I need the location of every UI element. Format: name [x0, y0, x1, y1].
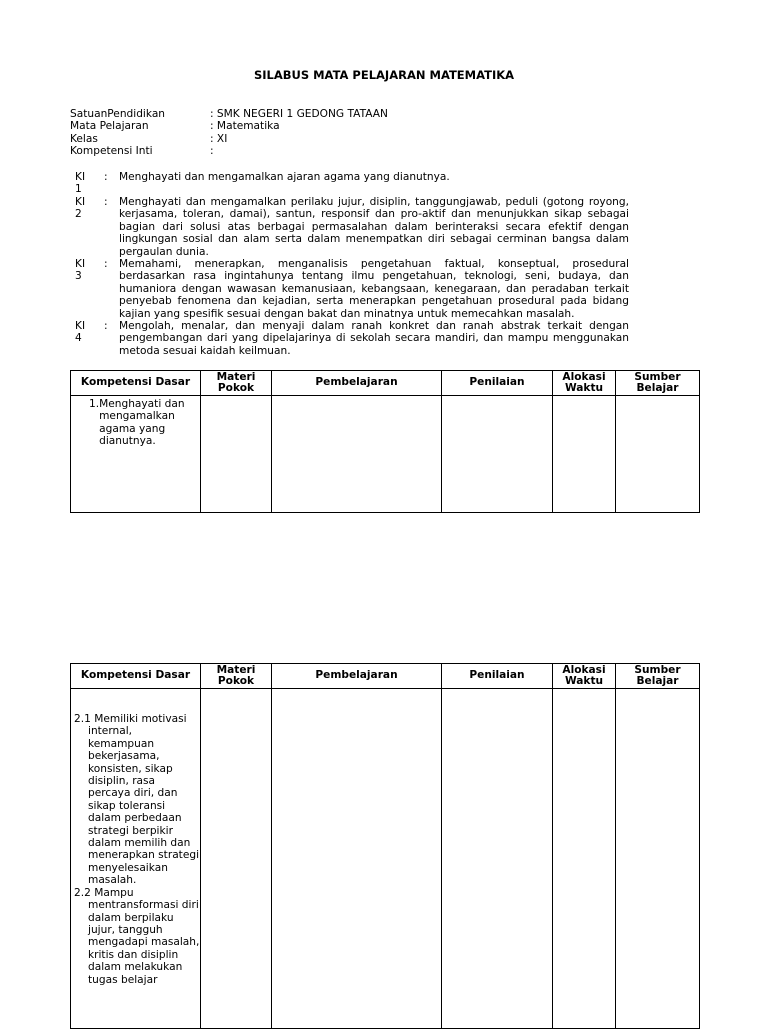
ki-code: KI 4: [75, 320, 86, 345]
kd-number: 1.: [89, 398, 100, 410]
header-kompetensi-dasar: Kompetensi Dasar: [71, 371, 201, 396]
ki-code: KI 2: [75, 196, 86, 221]
ki-text: Menghayati dan mengamalkan perilaku jujur, disiplin, tanggungjawab, peduli (gotong royong, kerjasama, toleran, damai), santun, responsif dan pro-aktif dan menunjukkan sikap sebagai bagian dari solusi atas berbagai permasalahan dalam berinteraksi secara efektif dengan lingkungan sosial dan alam serta dalam menempatkan diri sebagai cerminan bangsa dalam pergaulan dunia.: [119, 196, 629, 258]
table-row: [71, 689, 700, 1029]
cell-penilaian: [442, 396, 553, 513]
meta-value: : Matematika: [210, 120, 280, 133]
ki-text: Mengolah, menalar, dan menyaji dalam ranah konkret dan ranah abstrak terkait dengan pengembangan dari yang dipelajarinya di sekolah secara mandiri, dan mampu menggunakan metoda sesuai kaidah keilmuan.: [119, 320, 629, 357]
meta-value: : XI: [210, 132, 228, 145]
ki-colon: :: [104, 196, 108, 208]
cell-kompetensi-dasar: [71, 689, 201, 1029]
identity-block: [70, 108, 388, 158]
header-penilaian: Penilaian: [442, 664, 553, 689]
header-kompetensi-dasar: Kompetensi Dasar: [71, 664, 201, 689]
cell-alokasi-waktu: [553, 689, 616, 1029]
header-materi-pokok: Materi Pokok: [201, 371, 272, 396]
cell-pembelajaran: [272, 689, 442, 1029]
cell-penilaian: [442, 689, 553, 1029]
meta-row-kelas: [70, 133, 388, 145]
meta-label: Mata Pelajaran: [70, 120, 149, 133]
table-header-row: [71, 371, 700, 396]
meta-label: Kompetensi Inti: [70, 145, 153, 158]
table-header-row: [71, 664, 700, 689]
syllabus-table-1: [70, 370, 700, 513]
ki-code: KI 1: [75, 171, 86, 196]
ki-text: Menghayati dan mengamalkan ajaran agama yang dianutnya.: [119, 171, 450, 183]
header-pembelajaran: Pembelajaran: [272, 371, 442, 396]
kd-text: Menghayati dan mengamalkan agama yang dianutnya.: [99, 398, 185, 448]
header-materi-pokok: Materi Pokok: [201, 664, 272, 689]
header-sumber-belajar: Sumber Belajar: [616, 371, 700, 396]
meta-value: :: [210, 145, 214, 158]
cell-sumber-belajar: [616, 689, 700, 1029]
ki-text: Memahami, menerapkan, menganalisis pengetahuan faktual, konseptual, prosedural berdasarkan rasa ingintahunya tentang ilmu pengetahuan, teknologi, seni, budaya, dan humaniora dengan wawasan kemanusiaan, kebangsaan, kenegaraan, dan peradaban terkait penyebab fenomena dan kejadian, serta menerapkan pengetahuan prosedural pada bidang kajian yang spesifik sesuai dengan bakat dan minatnya untuk memecahkan masalah.: [119, 258, 629, 320]
cell-sumber-belajar: [616, 396, 700, 513]
kd-item: 2.1 Memiliki motivasi internal, kemampuan bekerjasama, konsisten, sikap disiplin, rasa percaya diri, dan sikap toleransi dalam perbedaan strategi berpikir dalam memilih dan menerapkan strategi menyelesaikan masalah.: [74, 713, 200, 887]
meta-row-mapel: [70, 120, 388, 132]
meta-row-ki: [70, 145, 388, 157]
header-penilaian: Penilaian: [442, 371, 553, 396]
table-row: [71, 396, 700, 513]
header-alokasi-waktu: Alokasi Waktu: [553, 371, 616, 396]
header-pembelajaran: Pembelajaran: [272, 664, 442, 689]
document-title: SILABUS MATA PELAJARAN MATEMATIKA: [253, 68, 515, 82]
kd-item: 2.2 Mampu mentransformasi diri dalam berpilaku jujur, tangguh mengadapi masalah, kritis dan disiplin dalam melakukan tugas belajar: [74, 886, 200, 986]
ki-code: KI 3: [75, 258, 86, 283]
ki-colon: :: [104, 320, 108, 332]
header-sumber-belajar: Sumber Belajar: [616, 664, 700, 689]
ki-colon: :: [104, 171, 108, 183]
cell-alokasi-waktu: [553, 396, 616, 513]
ki-colon: :: [104, 258, 108, 270]
meta-value: : SMK NEGERI 1 GEDONG TATAAN: [210, 108, 388, 120]
meta-row-satuan: [70, 108, 388, 120]
syllabus-table-2: [70, 663, 700, 1029]
meta-label: Kelas: [70, 132, 98, 145]
header-alokasi-waktu: Alokasi Waktu: [553, 664, 616, 689]
kd-item: [89, 398, 196, 448]
cell-pembelajaran: [272, 396, 442, 513]
meta-label: SatuanPendidikan: [70, 108, 166, 120]
cell-materi-pokok: [201, 689, 272, 1029]
cell-materi-pokok: [201, 396, 272, 513]
cell-kompetensi-dasar: [71, 396, 201, 513]
